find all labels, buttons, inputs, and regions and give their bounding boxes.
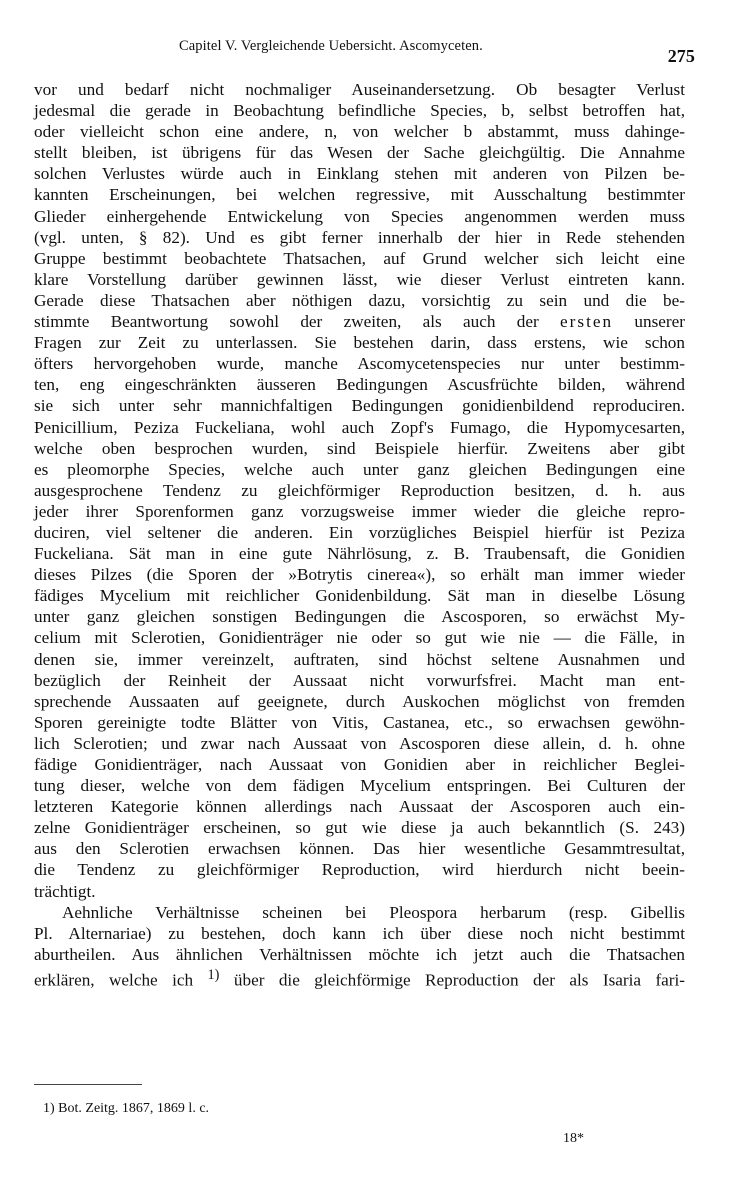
text-line: denen sie, immer vereinzelt, auftraten, sind höchst seltene Ausnahmen und [34, 649, 685, 669]
text-line: kannten Erscheinungen, bei welchen regressive, mit Ausschaltung bestimmter [34, 185, 685, 205]
text-line: Gruppe bestimmt beobachtete Thatsachen, auf Grund welcher sich leicht eine [34, 248, 685, 268]
text-line: Sporen gereinigte todte Blätter von Vitis, Castanea, etc., so erwachsen gewöhn- [34, 712, 685, 732]
text-line: duciren, viel seltener die anderen. Ein vorzügliches Beispiel hierfür ist Peziza [34, 522, 685, 542]
text-line: lich Sclerotien; und zwar nach Aussaat von Ascosporen diese allein, d. h. ohne [34, 733, 685, 753]
text-line: oder vielleicht schon eine andere, n, von welcher b abstammt, muss dahinge- [34, 122, 685, 142]
line-start: stimmte Beantwortung sowohl der zweiten, als auch der [34, 312, 539, 332]
text-line: fädige Gonidienträger, nach Aussaat von Gonidien aber in reichlicher Beglei- [34, 755, 685, 774]
spaced-emphasis-word: ersten [560, 312, 614, 332]
text-line: stellt bleiben, ist übrigens für das Wesen der Sache gleichgültig. Die Annahme [34, 143, 685, 163]
text-line: Fuckeliana. Sät man in eine gute Nährlösung, z. B. Traubensaft, die Gonidien [34, 544, 685, 564]
page-number: 275 [667, 46, 695, 66]
text-line: Fragen zur Zeit zu unterlassen. Sie bestehen darin, dass erstens, wie schon [34, 333, 685, 353]
text-line: (vgl. unten, § 82). Und es gibt ferner innerhalb der hier in Rede stehenden [34, 227, 685, 247]
text-line: sprechende Aussaaten auf geeignete, durch Auskochen möglichst von fremden [34, 691, 685, 711]
body-text [34, 79, 686, 990]
footnote-rule [34, 1084, 142, 1085]
text-line-with-footnote-ref [34, 965, 686, 990]
text-line: Pl. Alternariae) zu bestehen, doch kann ich über diese noch nicht bestimmt [34, 923, 685, 943]
running-head [34, 38, 695, 66]
text-line: aburtheilen. Aus ähnlichen Verhältnissen möchte ich jetzt auch die Thatsachen [34, 944, 685, 964]
paragraph-end-line: trächtigt. [34, 881, 96, 901]
text-line: ausgesprochene Tendenz zu gleichförmiger Reproduction besitzen, d. h. aus [34, 480, 685, 500]
sheet-signature: 18* [563, 1131, 584, 1146]
text-line: tung dieser, welche von dem fädigen Mycelium entspringen. Bei Culturen der [34, 776, 685, 796]
text-line: jeder ihrer Sporenformen ganz vorzugsweise immer wieder die gleiche repro- [34, 501, 685, 521]
text-line: Glieder einhergehende Entwickelung von Species angenommen werden muss [34, 206, 685, 226]
footnote: 1) Bot. Zeitg. 1867, 1869 l. c. [43, 1101, 210, 1116]
text-line: die Tendenz zu gleichförmiger Reproduction, wird hierdurch nicht beein- [34, 860, 685, 880]
text-line: dieses Pilzes (die Sporen der »Botrytis cinerea«), so erhält man immer wieder [34, 565, 685, 585]
text-line: Gerade diese Thatsachen aber nöthigen dazu, vorsichtig zu sein und die be- [34, 290, 685, 310]
text-line: zelne Gonidienträger erscheinen, so gut wie diese ja auch bekanntlich (S. 243) [34, 818, 685, 838]
running-title: Capitel V. Vergleichende Uebersicht. Ascomyceten. [179, 38, 483, 54]
text-line: unter ganz gleichen sonstigen Bedingungen die Ascosporen, so erwächst My- [34, 607, 685, 627]
text-line-with-spaced-word [34, 311, 685, 332]
text-line: jedesmal die gerade in Beobachtung befindliche Species, b, selbst betroffen hat, [34, 101, 685, 121]
text-line: vor und bedarf nicht nochmaliger Auseinandersetzung. Ob besagter Verlust [34, 80, 685, 99]
text-line: Penicillium, Peziza Fuckeliana, wohl auch Zopf's Fumago, die Hypomycesarten, [34, 417, 685, 437]
text-line: es pleomorphe Species, welche auch unter ganz gleichen Bedingungen eine [34, 459, 685, 479]
footnote-reference[interactable]: 1) [207, 966, 220, 983]
text-line: aus den Sclerotien erwachsen können. Das hier wesentliche Gesammtresultat, [34, 839, 685, 859]
text-line: letzteren Kategorie können allerdings nach Aussaat der Ascosporen auch ein- [34, 797, 685, 817]
text-line: klare Vorstellung darüber gewinnen lässt, wie dieser Verlust eintreten kann. [34, 269, 685, 289]
text-line: fädiges Mycelium mit reichlicher Gonidenbildung. Sät man in dieselbe Lösung [34, 586, 685, 606]
text-line: celium mit Sclerotien, Gonidienträger nie oder so gut wie nie — die Fälle, in [34, 628, 685, 648]
text-line: bezüglich der Reinheit der Aussaat nicht vorwurfsfrei. Macht man ent- [34, 670, 685, 690]
line-end: über die gleichförmige Reproduction der als Isaria fari- [233, 970, 686, 990]
line-start: erklären, welche ich [34, 970, 194, 990]
text-line: öfters hervorgehoben wurde, manche Ascomycetenspecies nur unter bestimm- [34, 354, 685, 374]
text-line: ten, eng eingeschränkten äusseren Bedingungen Ascusfrüchte bilden, während [34, 375, 685, 395]
line-end: unserer [634, 312, 685, 332]
text-line: sie sich unter sehr mannichfaltigen Bedingungen gonidienbildend reproduciren. [34, 396, 685, 416]
text-line: welche oben besprochen wurden, sind Beispiele hierfür. Zweitens aber gibt [34, 438, 685, 458]
text-line: solchen Verlustes würde auch in Einklang stehen mit anderen von Pilzen be- [34, 164, 685, 184]
paragraph-start-line: Aehnliche Verhältnisse scheinen bei Pleospora herbarum (resp. Gibellis [62, 902, 685, 922]
